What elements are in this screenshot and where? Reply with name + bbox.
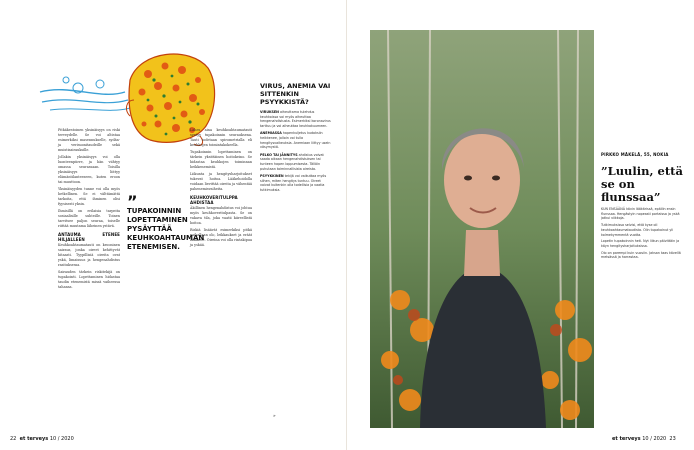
paragraph: KUN ENSÄÄNÄ kävin lääkärissä, epäilin ensin flunssaa. Hengästyin nopeasti portaissa ja yskä jatkui viikkoja. bbox=[601, 207, 680, 221]
issue-number: 10 / 2020 bbox=[642, 436, 667, 442]
paragraph: Lopetin tupakoinnin heti. Nyt liikun päivittäin ja käyn hengitysharjoituksissa. bbox=[601, 239, 680, 248]
paragraph: Ihmisillä on erilaisia tarpeita sosiaalisille suhteille. Toinen tarvitsee paljon seuraa, toiselle riittää muutama läheinen ystävä. bbox=[58, 209, 120, 228]
sidebar-item-label: VIRUKSEN bbox=[260, 110, 279, 114]
paragraph: Yksinäisyyden tunne voi olla myös hetkellinen. Se ei välttämättä tarkoita, että ihminen olisi fyysisesti yksin. bbox=[58, 187, 120, 206]
sidebar-item bbox=[260, 153, 332, 171]
sidebar-item bbox=[260, 131, 332, 149]
section-heading: ANTAUMA ETENEE HILJALLEEN bbox=[58, 232, 120, 242]
paragraph: Pitkäkestoinen yksinäisyys on riski terveydelle. Se voi altistaa esimerkiksi masennukselle, sydän- ja verisuonitaudeille sekä muistisairauksille. bbox=[58, 128, 120, 152]
sidebar-item-label: ANEMIASSA bbox=[260, 131, 282, 136]
paragraph: Jollakin yksinäisyys voi olla luonteenpiirre, ja hän viihtyy omassa seurassaan. Toisilla yksinäisyys liittyy elämäntilanteeseen, kuten eroon tai muuttoon. bbox=[58, 155, 120, 184]
sidebar-item-text: aiheuttama tulehdus keuhkoissa voi myös aiheuttaa hengenahdistusta. Esimerkiksi koronavirus tarttuu ja voi aiheuttaa keuhkokuumeen. bbox=[260, 110, 331, 128]
headline-quote: ”Luulin, että se on flunssaa” bbox=[601, 164, 683, 204]
interview-text bbox=[601, 207, 683, 262]
page-folio-right bbox=[612, 436, 676, 442]
sidebar-text bbox=[260, 110, 332, 193]
magazine-name: et terveys bbox=[19, 436, 49, 442]
paragraph: Äkillinen hengenahdistus voi johtua myös keuhkoveritulpasta. Se on vakava tila, joka vaatii kiireellistä hoitoa. bbox=[190, 206, 252, 225]
section-heading: KEUHKOVERITULPPA AHDISTAA bbox=[190, 195, 238, 205]
paragraph: Tutkimuksissa selvisi, että kyse oli keuhkoahtaumataudista. Olin tupakoinut yli kolmekymmentä vuotta. bbox=[601, 223, 674, 237]
portrait-photo bbox=[370, 30, 594, 428]
magazine-name: et terveys bbox=[612, 436, 641, 442]
pull-quote bbox=[127, 192, 205, 252]
page-number: 22 bbox=[10, 436, 17, 442]
sidebar-item bbox=[260, 110, 332, 128]
paragraph: Liikunta ja hengitysharjoitukset tukevat hoitoa. Lääkehoidolla voidaan lievittää oireita ja vähentää pahenemisvaiheita. bbox=[190, 172, 252, 191]
sidebar-box bbox=[260, 82, 332, 196]
paragraph: Riskiä lisäävät esimerkiksi pitkä paikallaan olo, leikkaukset ja eräät lääkkeet. Oireina voi olla rintakipua ja yskää. bbox=[190, 228, 252, 247]
continue-arrow-icon: » bbox=[273, 414, 276, 419]
paragraph: Keuhkoahtaumatauti on krooninen sairaus, jonka oireet kehittyvät hitaasti. Tyypillisiä oireita ovat yskä, limaisuus ja hengenahdistus rasituksessa. bbox=[58, 243, 120, 267]
paragraph: Tupakoinnin lopettaminen on tärkein yksittäinen hoitokeino. Se hidastaa keuhkojen toiminnan heikkenemistä. bbox=[190, 150, 252, 169]
sidebar-item bbox=[260, 174, 332, 192]
article-column-2 bbox=[190, 128, 252, 250]
issue-number: 10 / 2020 bbox=[49, 436, 74, 442]
article-column-1 bbox=[58, 128, 120, 292]
sidebar-item-label: PSYYKKINEN bbox=[260, 174, 284, 179]
pull-quote-text: TUPAKOINNIN LOPETTAMINEN PYSÄYTTÄÄ KEUHKOAHTAUMAN ETENEMISEN. bbox=[127, 207, 205, 251]
sidebar-title: VIRUS, ANEMIA VAI SITTENKIN PSYYKKISTÄ? bbox=[260, 82, 331, 106]
sidebar-item-text: hapenkuljetus kudoksiin heikkenee, jolloin voi tulla hengitysvaikeuksia. Anemiaan liittyy usein väsymystä. bbox=[260, 131, 331, 150]
sidebar-item-text: ahdistus voivat saada aikaan hengenahdistuksen tai tunteen hapen loppumisesta. Tällöin puhutaan toiminnallisista oireista. bbox=[260, 152, 324, 171]
sidebar-item-label: PELKO TAI JÄNNITYS bbox=[260, 152, 298, 157]
paragraph: Lähes aina keuhkoahtaumatauti syntyy tupakoinnin seurauksena. Tauti todetaan spirometrialla eli keuhkojen toimintakokeella. bbox=[190, 128, 252, 147]
paragraph: Olo on parempi kuin vuosiin. Jaksan taas kävellä metsässä ja harrastaa. bbox=[601, 250, 681, 260]
sidebar-item-text: tekijä voi vaikuttaa myös siihen, miten hengitys tuntuu. Oireet voivat kuitenkin olla todellisia ja vaatia tutkimuksia. bbox=[260, 174, 327, 192]
quote-mark-icon: ” bbox=[127, 192, 138, 211]
page-folio-left bbox=[10, 436, 74, 442]
person-caption: PIRKKO MÄKELÄ, 55, NOKIA bbox=[601, 152, 669, 157]
page-number: 23 bbox=[669, 436, 676, 442]
paragraph: Sairauden tärkein riskitekijä on tupakointi. Lopettaminen hidastaa taudin etenemistä missä vaiheessa tahansa. bbox=[58, 270, 120, 289]
